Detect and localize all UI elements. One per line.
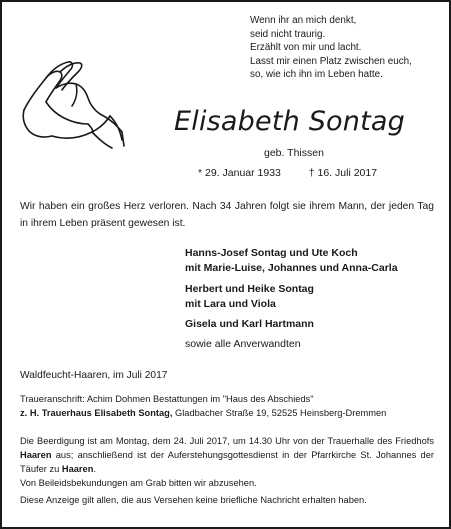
poem-line: so, wie ich ihn im Leben hatte.: [250, 69, 383, 81]
mourner-group: [185, 282, 447, 313]
poem-line: Erzählt von mir und lacht.: [250, 42, 362, 54]
address-street: Gladbacher Straße 19, 52525 Heinsberg-Dremmen: [172, 408, 387, 418]
condolence-address: [20, 392, 386, 420]
poem: [250, 14, 446, 82]
praying-hands-icon: [16, 58, 128, 150]
place-date: Waldfeucht-Haaren, im Juli 2017: [20, 370, 168, 381]
address-recipient: z. H. Trauerhaus Elisabeth Sontag,: [20, 408, 173, 418]
mourner-line: Herbert und Heike Sontag: [185, 282, 314, 295]
funeral-info: [20, 434, 434, 476]
notice-note: Diese Anzeige gilt allen, die aus Versehen keine briefliche Nachricht erhalten haben.: [20, 495, 367, 505]
funeral-text: .: [93, 464, 96, 474]
address-line: [20, 406, 386, 420]
mourner-group: [185, 317, 447, 332]
condolence-note: Von Beileidsbekundungen am Grab bitten wir abzusehen.: [20, 478, 257, 488]
funeral-place: Haaren: [61, 464, 94, 474]
birth-date: * 29. Januar 1933: [198, 167, 281, 179]
life-dates: [198, 167, 377, 179]
funeral-text: Die Beerdigung ist am Montag, dem 24. Juli 2017, um 14.30 Uhr von der Trauerhalle des Friedhofs: [20, 436, 434, 446]
address-line: Traueranschrift: Achim Dohmen Bestattungen im "Haus des Abschieds": [20, 394, 314, 404]
mourner-closing: sowie alle Anverwandten: [185, 338, 301, 351]
mourner-line: Gisela und Karl Hartmann: [185, 318, 314, 331]
mourner-group: [185, 246, 447, 277]
death-date: † 16. Juli 2017: [308, 167, 378, 179]
mourner-line: Hanns-Josef Sontag und Ute Koch: [185, 247, 358, 259]
mourners-list: [185, 246, 447, 352]
poem-line: Lasst mir einen Platz zwischen euch,: [250, 55, 412, 67]
intro-text: Wir haben ein großes Herz verloren. Nach 34 Jahren folgt sie ihrem Mann, der jeden Tag in ihrem Leben präsent gewesen ist.: [20, 201, 434, 229]
mourner-line: mit Marie-Luise, Johannes und Anna-Carla: [185, 262, 398, 275]
funeral-place: Haaren: [20, 450, 52, 460]
mourner-line: mit Lara und Viola: [185, 297, 276, 310]
poem-line: Wenn ihr an mich denkt,: [250, 15, 357, 26]
funeral-text: aus; anschließend ist der Auferstehungsgottesdienst in der Pfarrkirche St. Johannes der Täufer zu: [20, 450, 434, 474]
poem-line: seid nicht traurig.: [250, 28, 326, 40]
maiden-name: geb. Thissen: [264, 147, 324, 159]
deceased-name: Elisabeth Sontag: [174, 106, 405, 137]
